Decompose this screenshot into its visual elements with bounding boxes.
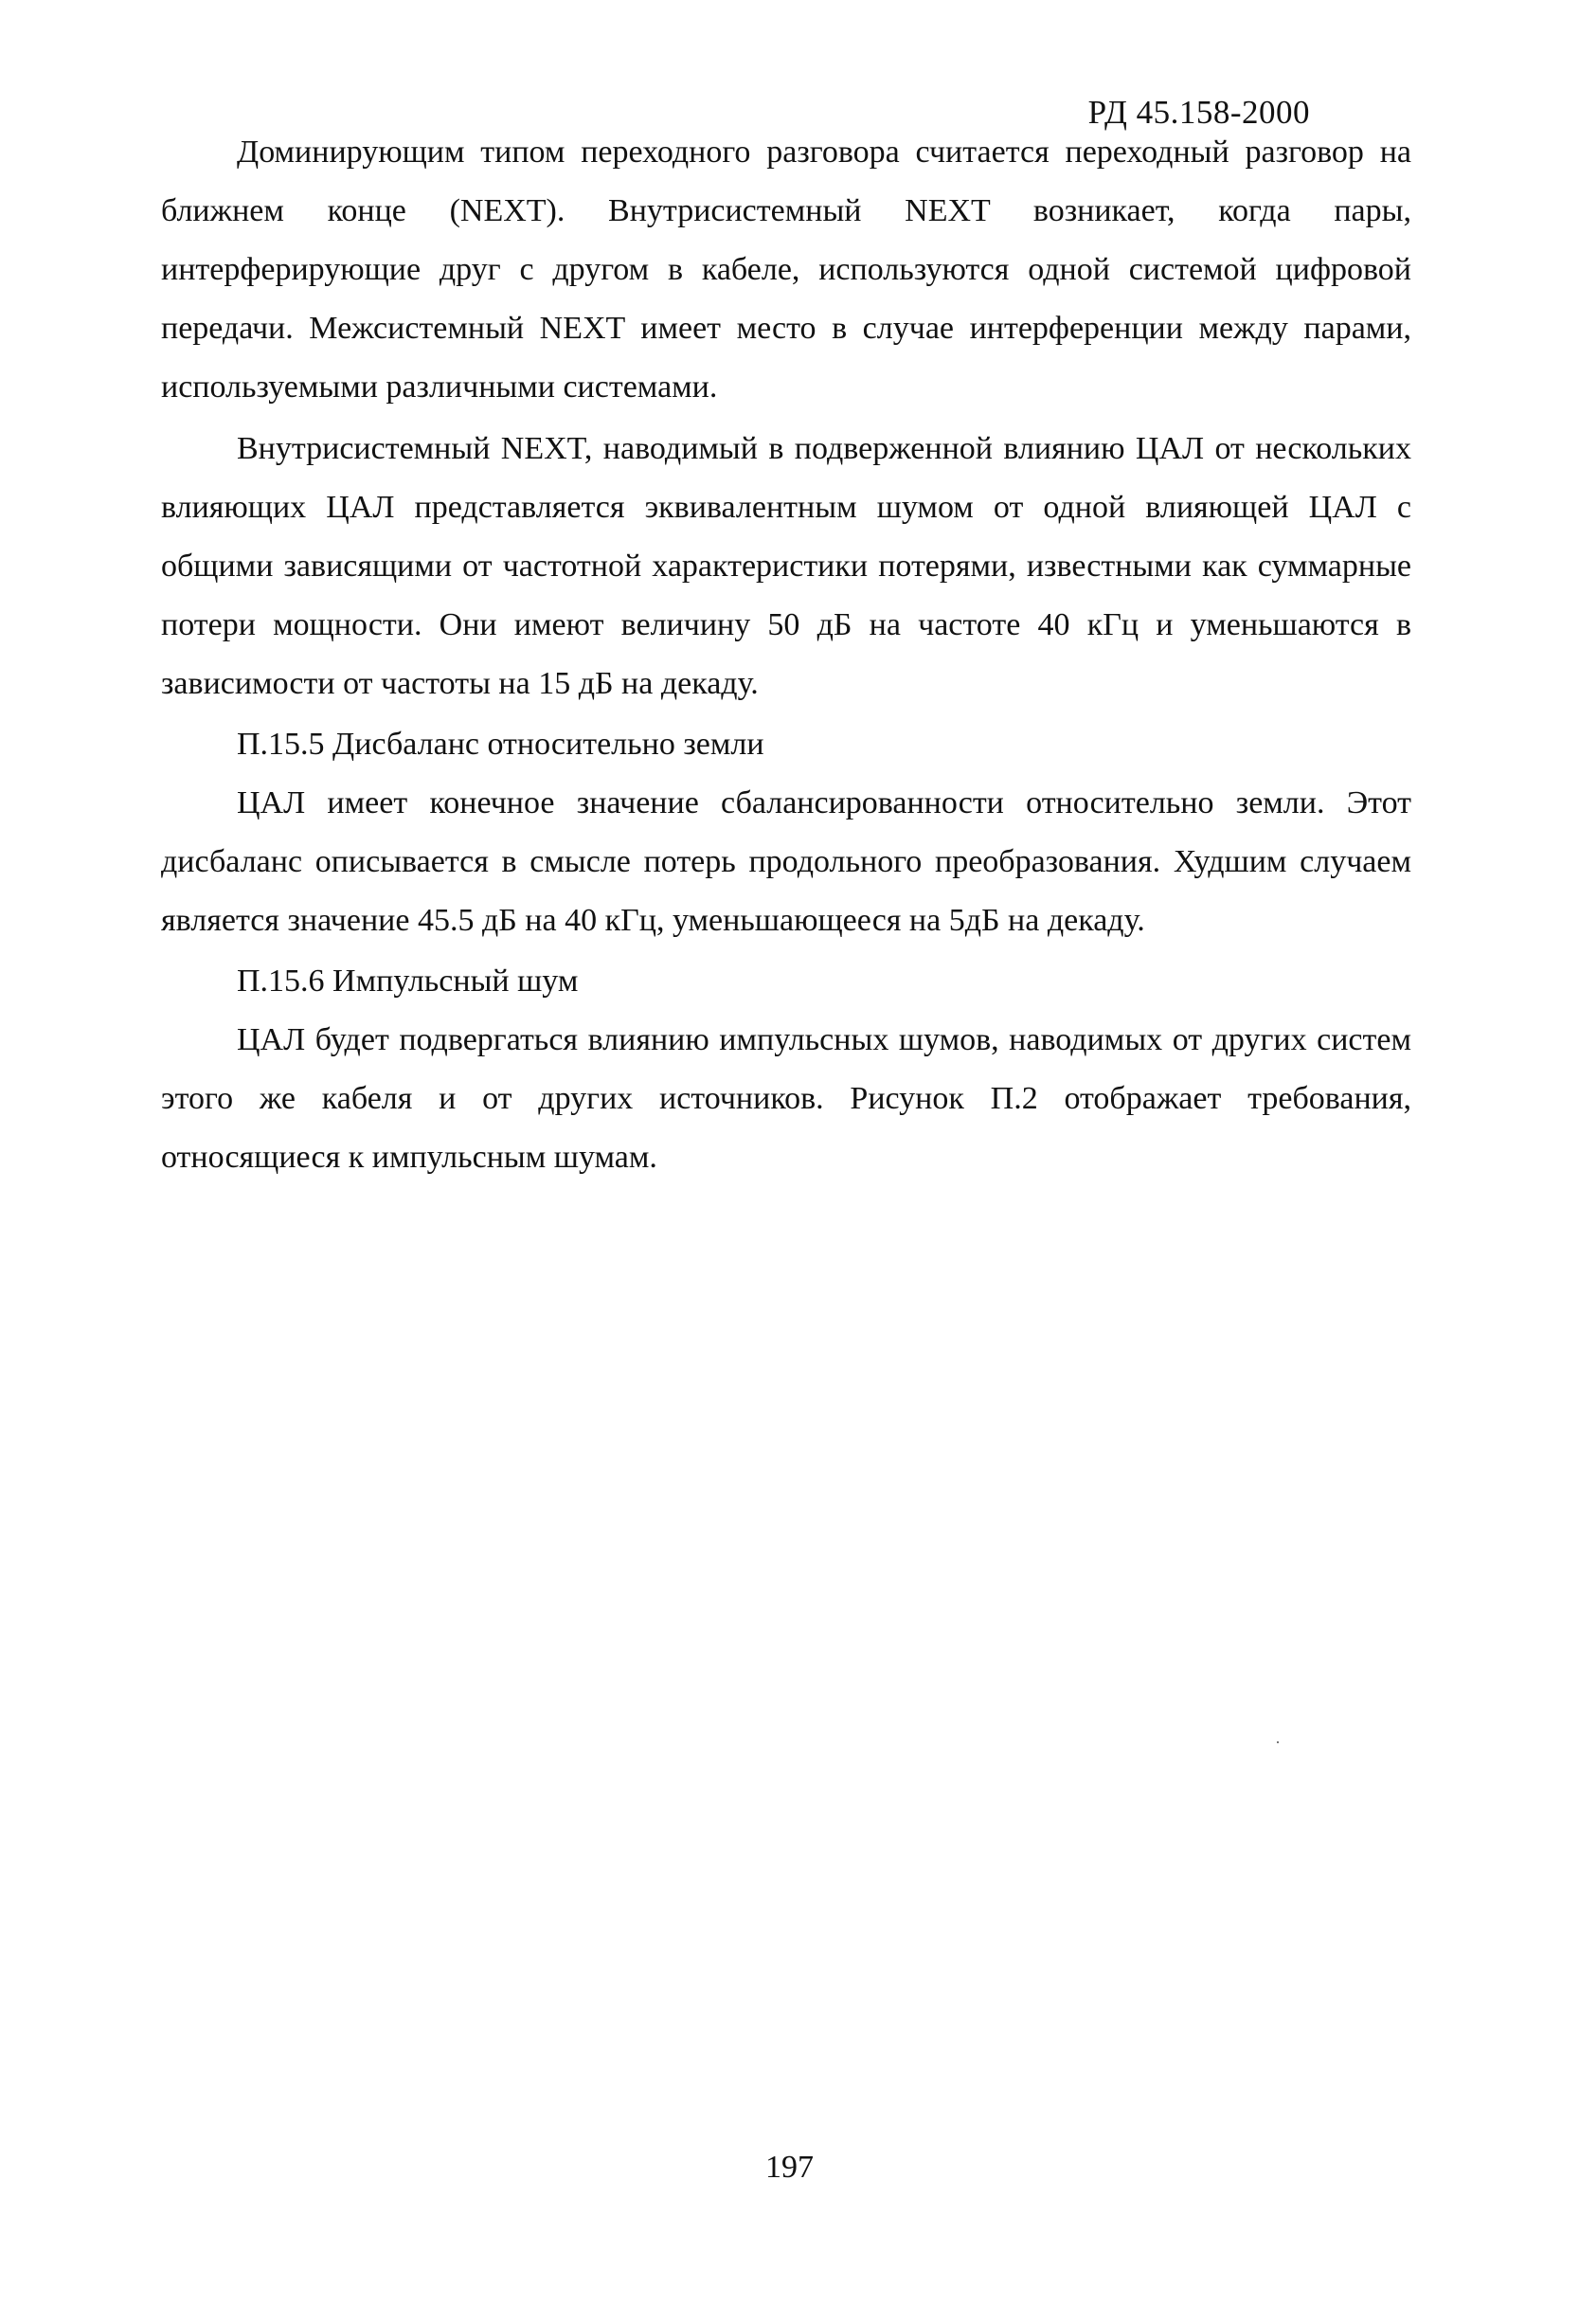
page-number: 197	[765, 2150, 814, 2185]
scan-speck	[1277, 1741, 1279, 1743]
paragraph-ground-imbalance: ЦАЛ имеет конечное значение сбалансированности относительно земли. Этот дисбаланс описывается в смысле потерь продольного преобразования. Худшим случаем является значение 45.5 дБ на 40 кГц, уменьшающееся на 5дБ на декаду.	[161, 785, 1411, 938]
paragraph-next-crosstalk: Доминирующим типом переходного разговора считается переходный разговор на ближнем конце (NEXT). Внутрисистемный NEXT возникает, когда пары, интерферирующие друг с другом в кабеле, используются одной системой цифровой передачи. Межсистемный NEXT имеет место в случае интерференции между парами, используемыми различными системами.	[161, 135, 1411, 405]
document-code: РД 45.158-2000	[1087, 94, 1310, 131]
section-heading-15-5: П.15.5 Дисбаланс относительно земли	[237, 727, 764, 762]
section-heading-15-6: П.15.6 Импульсный шум	[237, 964, 579, 999]
paragraph-impulse-noise: ЦАЛ будет подвергаться влиянию импульсных шумов, наводимых от других систем этого же кабеля и от других источников. Рисунок П.2 отображает требования, относящиеся к импульсным шумам.	[161, 1022, 1411, 1175]
paragraph-intrasystem-next: Внутрисистемный NEXT, наводимый в подверженной влиянию ЦАЛ от нескольких влияющих ЦАЛ представляется эквивалентным шумом от одной влияющей ЦАЛ с общими зависящими от частотной характеристики потерями, известными как суммарные потери мощности. Они имеют величину 50 дБ на частоте 40 кГц и уменьшаются в зависимости от частоты на 15 дБ на декаду.	[161, 431, 1411, 701]
